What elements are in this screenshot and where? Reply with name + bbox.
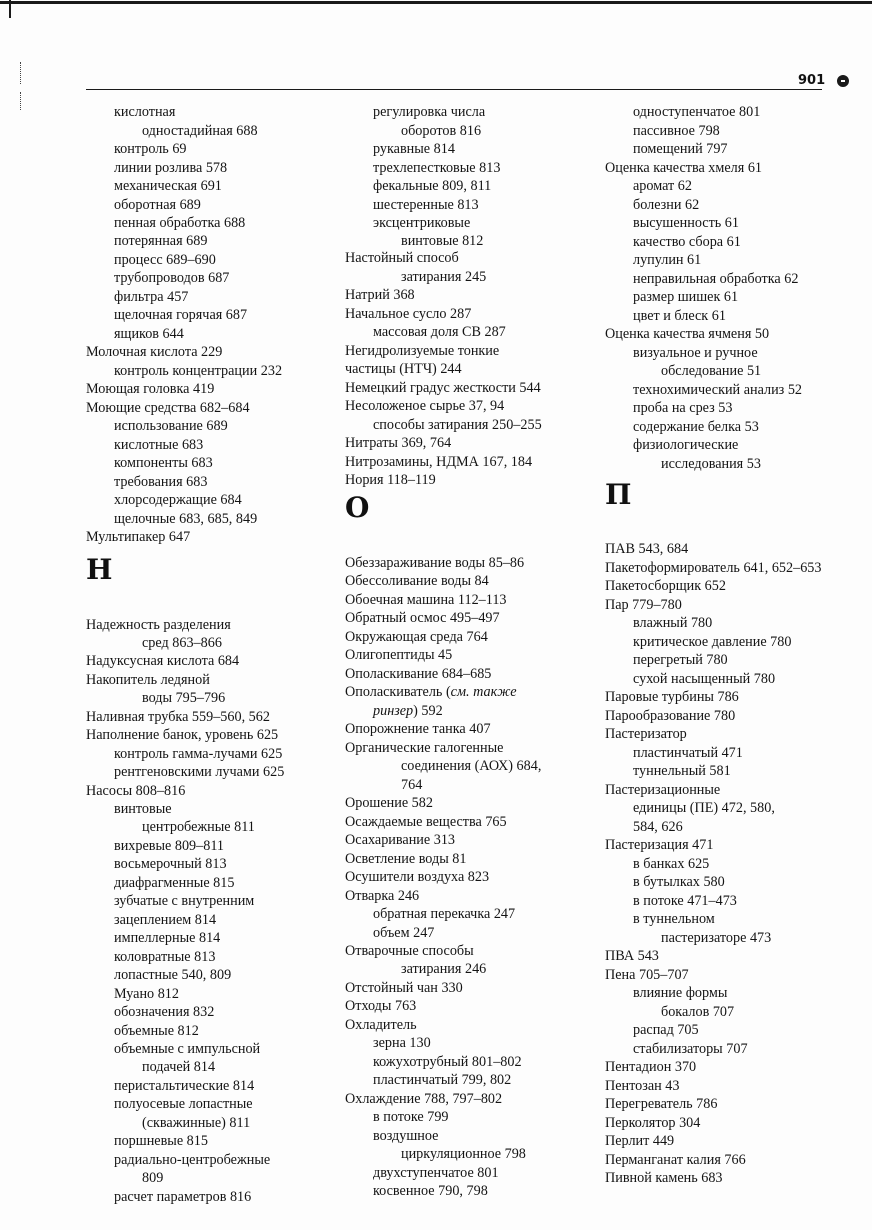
index-subentry: подачей 814 [142, 1059, 216, 1075]
index-subentry: перегретый 780 [633, 652, 728, 668]
index-subentry: 584, 626 [633, 819, 683, 835]
index-subentry: 764 [401, 777, 423, 793]
index-entry: Паровые турбины 786 [605, 689, 739, 705]
index-subentry: механическая 691 [114, 178, 222, 194]
index-subentry: лопастные 540, 809 [114, 967, 232, 983]
index-subentry: в потоке 471–473 [633, 893, 737, 909]
index-subentry: процесс 689–690 [114, 252, 216, 268]
index-subentry: требования 683 [114, 474, 208, 490]
index-entry: Нитраты 369, 764 [345, 435, 452, 451]
index-subentry: хлорсодержащие 684 [114, 492, 242, 508]
index-subentry: диафрагменные 815 [114, 875, 235, 891]
index-entry: частицы (НТЧ) 244 [345, 361, 462, 377]
index-subentry: стабилизаторы 707 [633, 1041, 748, 1057]
index-subentry: оборотная 689 [114, 197, 201, 213]
index-subentry: содержание белка 53 [633, 419, 759, 435]
index-subentry: неправильная обработка 62 [633, 271, 799, 287]
index-subentry: зубчатые с внутренним [114, 893, 255, 909]
index-subentry: шестеренные 813 [373, 197, 479, 213]
index-subentry: качество сбора 61 [633, 234, 741, 250]
index-subentry: потерянная 689 [114, 233, 208, 249]
index-subentry: импеллерные 814 [114, 930, 221, 946]
index-subentry: сухой насыщенный 780 [633, 671, 776, 687]
index-subentry: одностадийная 688 [142, 123, 258, 139]
index-subentry: высушенность 61 [633, 215, 739, 231]
index-subentry: физиологические [633, 437, 739, 453]
index-section-letter: Н [86, 553, 113, 586]
index-entry: Олигопептиды 45 [345, 647, 453, 663]
index-subentry: перистальтические 814 [114, 1078, 255, 1094]
page-number: 901 [798, 73, 826, 88]
index-subentry: центробежные 811 [142, 819, 255, 835]
index-entry: Обоечная машина 112–113 [345, 592, 507, 608]
index-entry: Перегреватель 786 [605, 1096, 718, 1112]
index-subentry: (скважинные) 811 [142, 1115, 251, 1131]
index-entry: Наполнение банок, уровень 625 [86, 727, 279, 743]
index-subentry: 809 [142, 1170, 164, 1186]
index-subentry: рентгеновскими лучами 625 [114, 764, 285, 780]
index-subentry: критическое давление 780 [633, 634, 792, 650]
index-subentry: воды 795–796 [142, 690, 226, 706]
index-subentry: туннельный 581 [633, 763, 731, 779]
index-entry: Отстойный чан 330 [345, 980, 463, 996]
index-subentry: распад 705 [633, 1022, 699, 1038]
index-subentry: способы затирания 250–255 [373, 417, 542, 433]
index-entry: Пентозан 43 [605, 1078, 680, 1094]
index-entry: Пастеризатор [605, 726, 687, 742]
index-entry: Пакетосборщик 652 [605, 578, 726, 594]
index-section-letter: П [605, 478, 632, 511]
index-subentry: в бутылках 580 [633, 874, 725, 890]
index-subentry: лупулин 61 [633, 252, 702, 268]
index-entry: Мультипакер 647 [86, 529, 191, 545]
index-entry: Перманганат калия 766 [605, 1152, 746, 1168]
index-entry: Осушители воздуха 823 [345, 869, 490, 885]
index-entry: Отварочные способы [345, 943, 474, 959]
index-subentry: циркуляционное 798 [401, 1146, 526, 1162]
scan-margin-mark [20, 62, 22, 84]
index-entry: Охладитель [345, 1017, 417, 1033]
index-entry: Обессоливание воды 84 [345, 573, 489, 589]
scan-margin-mark [20, 92, 22, 110]
index-subentry: влажный 780 [633, 615, 713, 631]
index-entry: Перколятор 304 [605, 1115, 701, 1131]
index-subentry: трубопроводов 687 [114, 270, 230, 286]
index-entry: Начальное сусло 287 [345, 306, 472, 322]
index-subentry: пассивное 798 [633, 123, 720, 139]
index-entry: Оценка качества ячменя 50 [605, 326, 770, 342]
index-entry: Пакетоформирователь 641, 652–653 [605, 560, 822, 576]
index-entry: Настойный способ [345, 250, 459, 266]
index-entry: Осахаривание 313 [345, 832, 456, 848]
index-subentry: болезни 62 [633, 197, 700, 213]
index-subentry: щелочная горячая 687 [114, 307, 248, 323]
index-entry: Несоложеное сырье 37, 94 [345, 398, 505, 414]
index-subentry: оборотов 816 [401, 123, 482, 139]
index-subentry: ящиков 644 [114, 326, 184, 342]
index-subentry: рукавные 814 [373, 141, 455, 157]
index-subentry: поршневые 815 [114, 1133, 208, 1149]
index-subentry: затирания 245 [401, 269, 487, 285]
index-subentry: щелочные 683, 685, 849 [114, 511, 258, 527]
scan-top-edge [0, 1, 872, 4]
index-subentry: вихревые 809–811 [114, 838, 224, 854]
index-subentry: помещений 797 [633, 141, 728, 157]
index-entry: Надежность разделения [86, 617, 231, 633]
index-entry: Накопитель ледяной [86, 672, 210, 688]
index-entry: Обратный осмос 495–497 [345, 610, 500, 626]
index-entry: Обеззараживание воды 85–86 [345, 555, 525, 571]
index-entry: Органические галогенные [345, 740, 504, 756]
index-entry: Пастеризационные [605, 782, 721, 798]
index-subentry [345, 702, 443, 720]
index-entry: Перлит 449 [605, 1133, 675, 1149]
index-subentry: в туннельном [633, 911, 715, 927]
index-subentry: объем 247 [373, 925, 435, 941]
index-subentry: обозначения 832 [114, 1004, 215, 1020]
index-entry: Натрий 368 [345, 287, 415, 303]
index-entry: Надуксусная кислота 684 [86, 653, 240, 669]
entry-text-tail: ) 592 [413, 703, 443, 719]
index-subentry: компоненты 683 [114, 455, 213, 471]
scan-corner-mark [9, 0, 11, 18]
index-subentry: бокалов 707 [661, 1004, 735, 1020]
index-subentry: полуосевые лопастные [114, 1096, 253, 1112]
index-entry: Отварка 246 [345, 888, 420, 904]
index-subentry: фекальные 809, 811 [373, 178, 492, 194]
index-entry: Пастеризация 471 [605, 837, 714, 853]
index-entry: Ополаскивание 684–685 [345, 666, 492, 682]
index-subentry: влияние формы [633, 985, 728, 1001]
index-subentry: расчет параметров 816 [114, 1189, 252, 1205]
index-subentry: проба на срез 53 [633, 400, 733, 416]
index-subentry: технохимический анализ 52 [633, 382, 803, 398]
index-entry: Пена 705–707 [605, 967, 689, 983]
index-subentry: контроль гамма-лучами 625 [114, 746, 283, 762]
index-subentry: винтовые [114, 801, 172, 817]
index-subentry: пластинчатый 799, 802 [373, 1072, 512, 1088]
index-entry: Пентадион 370 [605, 1059, 697, 1075]
index-entry: Опорожнение танка 407 [345, 721, 491, 737]
index-entry: Немецкий градус жесткости 544 [345, 380, 541, 396]
index-subentry: соединения (АОХ) 684, [401, 758, 542, 774]
index-subentry: трехлепестковые 813 [373, 160, 501, 176]
index-subentry: затирания 246 [401, 961, 487, 977]
index-subentry: массовая доля СВ 287 [373, 324, 506, 340]
index-subentry: сред 863–866 [142, 635, 222, 651]
index-entry: Окружающая среда 764 [345, 629, 488, 645]
entry-text: Ополаскиватель ( [345, 684, 451, 700]
index-subentry: пластинчатый 471 [633, 745, 743, 761]
index-entry: Охлаждение 788, 797–802 [345, 1091, 503, 1107]
index-subentry: пастеризаторе 473 [661, 930, 772, 946]
index-subentry: цвет и блеск 61 [633, 308, 726, 324]
index-entry: Нитрозамины, НДМА 167, 184 [345, 454, 533, 470]
index-subentry: регулировка числа [373, 104, 486, 120]
index-subentry: контроль концентрации 232 [114, 363, 283, 379]
index-entry: Моющая головка 419 [86, 381, 215, 397]
index-entry: Парообразование 780 [605, 708, 736, 724]
index-subentry: радиально-центробежные [114, 1152, 271, 1168]
index-subentry: визуальное и ручное [633, 345, 758, 361]
index-subentry: винтовые 812 [401, 233, 484, 249]
index-entry: ПВА 543 [605, 948, 659, 964]
index-entry: Орошение 582 [345, 795, 433, 811]
index-subentry: исследования 53 [661, 456, 761, 472]
index-entry: Негидролизуемые тонкие [345, 343, 500, 359]
index-subentry: в потоке 799 [373, 1109, 449, 1125]
entry-italic-text: ринзер [373, 703, 414, 719]
index-entry: ПАВ 543, 684 [605, 541, 689, 557]
index-entry: Насосы 808–816 [86, 783, 186, 799]
index-entry: Нория 118–119 [345, 472, 436, 488]
index-entry: Оценка качества хмеля 61 [605, 160, 763, 176]
index-subentry: двухступенчатое 801 [373, 1165, 499, 1181]
index-subentry: воздушное [373, 1128, 439, 1144]
index-entry: Отходы 763 [345, 998, 417, 1014]
index-subentry: объемные с импульсной [114, 1041, 261, 1057]
index-entry: Осаждаемые вещества 765 [345, 814, 507, 830]
index-subentry: размер шишек 61 [633, 289, 739, 305]
index-section-letter: О [345, 491, 370, 524]
index-entry: Наливная трубка 559–560, 562 [86, 709, 270, 725]
index-subentry: косвенное 790, 798 [373, 1183, 488, 1199]
index-subentry: Муано 812 [114, 986, 179, 1002]
index-subentry: коловратные 813 [114, 949, 216, 965]
index-subentry: использование 689 [114, 418, 228, 434]
index-entry: Осветление воды 81 [345, 851, 467, 867]
index-subentry: обратная перекачка 247 [373, 906, 516, 922]
index-entry: Пар 779–780 [605, 597, 682, 613]
header-ornament-icon [837, 75, 849, 87]
index-subentry: кислотная [114, 104, 176, 120]
index-subentry: обследование 51 [661, 363, 762, 379]
index-subentry: фильтра 457 [114, 289, 189, 305]
index-subentry: аромат 62 [633, 178, 692, 194]
header-rule [86, 89, 822, 90]
index-subentry: в банках 625 [633, 856, 710, 872]
index-subentry: кожухотрубный 801–802 [373, 1054, 522, 1070]
index-subentry: зерна 130 [373, 1035, 431, 1051]
index-entry: Молочная кислота 229 [86, 344, 223, 360]
index-subentry: кислотные 683 [114, 437, 204, 453]
index-entry [345, 683, 517, 701]
index-entry: Моющие средства 682–684 [86, 400, 250, 416]
index-subentry: контроль 69 [114, 141, 187, 157]
index-subentry: зацеплением 814 [114, 912, 217, 928]
index-subentry: эксцентриковые [373, 215, 471, 231]
index-subentry: восьмерочный 813 [114, 856, 227, 872]
index-subentry: объемные 812 [114, 1023, 199, 1039]
index-subentry: единицы (ПЕ) 472, 580, [633, 800, 775, 816]
entry-italic-text: см. также [450, 684, 517, 700]
index-subentry: линии розлива 578 [114, 160, 228, 176]
index-entry: Пивной камень 683 [605, 1170, 723, 1186]
index-subentry: одноступенчатое 801 [633, 104, 761, 120]
index-subentry: пенная обработка 688 [114, 215, 246, 231]
